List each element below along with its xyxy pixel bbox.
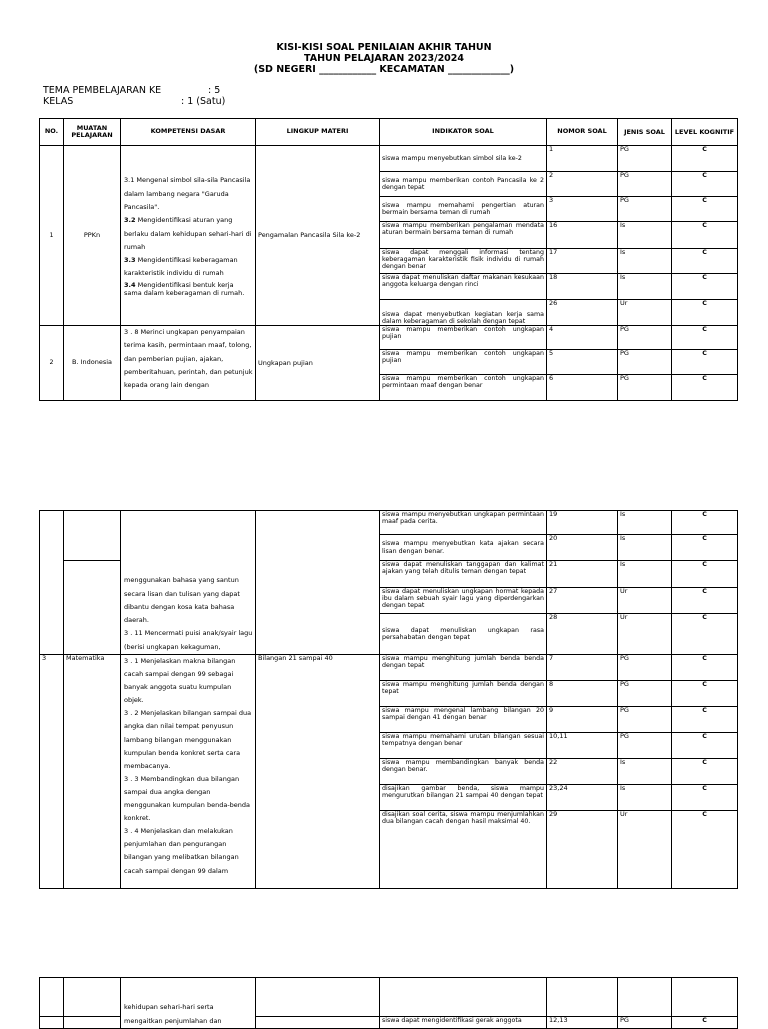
row-indikator: siswa mampu memberikan contoh Pancasila ke 2 dengan tepat — [380, 172, 547, 197]
row-level: C — [672, 249, 738, 274]
row-lingkup: Pengamalan Pancasila Sila ke-2 — [256, 146, 380, 326]
row-indikator: siswa dapat menuliskan ungkapan rasa persahabatan dengan tepat — [380, 614, 547, 655]
row-jenis: PG — [618, 733, 672, 759]
kd-item: 3.3 Mengidentifikasi keberagaman karakteristik individu di rumah — [124, 256, 238, 278]
row-indikator: siswa mampu menyebutkan simbol sila ke-2 — [380, 146, 547, 172]
row-nomor: 8 — [547, 681, 618, 707]
row-muatan: B. Indonesia — [64, 326, 121, 401]
row-nomor: 1 — [547, 146, 618, 172]
row-kompetensi: 3 . 1 Menjelaskan makna bilangan cacah sampai dengan 99 sebagai banyak anggota suatu kumpulan objek. 3 . 2 Menjelaskan bilangan sampai dua angka dan nilai tempat penyusun lambang bilangan menggunakan kumpulan benda konkret serta cara membacanya. 3 . 3 Membandingkan dua bilangan sampai dua angka dengan menggunakan kumpulan benda-benda konkret. 3 . 4 Menjelaskan dan melakukan penjumlahan dan pengurangan bilangan yang melibatkan bilangan cacah sampai dengan 99 dalam — [121, 655, 256, 889]
row-level: C — [672, 350, 738, 375]
row-jenis — [618, 978, 672, 1017]
row-lingkup — [256, 978, 380, 1017]
row-muatan: PPKn — [64, 146, 121, 326]
row-level: C — [672, 1017, 738, 1029]
row-nomor: 28 — [547, 614, 618, 655]
row-nomor: 17 — [547, 249, 618, 274]
table-header-row — [40, 119, 738, 146]
row-indikator: siswa mampu memberikan contoh ungkapan permintaan maaf dengan benar — [380, 375, 547, 401]
row-jenis: Ur — [618, 614, 672, 655]
row-level: C — [672, 511, 738, 535]
row-jenis: Is — [618, 511, 672, 535]
row-muatan — [64, 561, 121, 655]
row-indikator: siswa dapat menuliskan tanggapan dan kalimat ajakan yang telah ditulis teman dengan tepat — [380, 561, 547, 588]
col-muatan: MUATAN PELAJARAN — [64, 119, 121, 146]
row-nomor: 29 — [547, 811, 618, 889]
row-level: C — [672, 561, 738, 588]
row-muatan — [64, 511, 121, 561]
row-indikator: siswa mampu menghitung jumlah benda benda dengan tepat — [380, 655, 547, 681]
row-no: 2 — [40, 326, 64, 401]
row-jenis: PG — [618, 197, 672, 222]
row-level: C — [672, 707, 738, 733]
row-nomor: 10,11 — [547, 733, 618, 759]
kd-item: 3.1 Mengenal simbol sila-sila Pancasila dalam lambang negara "Garuda Pancasila". — [124, 176, 251, 211]
row-indikator: siswa dapat menuliskan daftar makanan kesukaan anggota keluarga dengan rinci — [380, 274, 547, 300]
meta-kelas-label: KELAS — [43, 96, 74, 107]
row-level: C — [672, 197, 738, 222]
col-level: LEVEL KOGNITIF — [672, 119, 738, 146]
row-jenis: PG — [618, 172, 672, 197]
row-jenis: Ur — [618, 300, 672, 326]
row-indikator: siswa mampu menyebutkan ungkapan permintaan maaf pada cerita. — [380, 511, 547, 535]
row-nomor: 20 — [547, 535, 618, 561]
col-jenis: JENIS SOAL — [618, 119, 672, 146]
row-kompetensi: 3 . 8 Merinci ungkapan penyampaian terima kasih, permintaan maaf, tolong, dan pemberian pujian, ajakan, pemberitahuan, perintah, dan petunjuk kepada orang lain dengan — [121, 326, 256, 401]
kisi-kisi-table-3 — [39, 977, 738, 1029]
row-jenis: Is — [618, 785, 672, 811]
row-indikator: siswa mampu memberikan pengalaman mendata aturan bermain bersama teman di rumah — [380, 222, 547, 249]
row-level: C — [672, 733, 738, 759]
row-muatan — [64, 978, 121, 1017]
row-indikator: siswa dapat menyebutkan kegiatan kerja sama dalam keberagaman di sekolah dengan tepat — [380, 300, 547, 326]
row-nomor: 6 — [547, 375, 618, 401]
row-jenis: PG — [618, 681, 672, 707]
row-level: C — [672, 535, 738, 561]
row-no — [40, 978, 64, 1017]
row-level: C — [672, 274, 738, 300]
row-nomor — [547, 978, 618, 1017]
row-jenis: Is — [618, 222, 672, 249]
row-level: C — [672, 146, 738, 172]
row-level — [672, 978, 738, 1017]
table-row — [40, 146, 738, 172]
row-no: 1 — [40, 146, 64, 326]
row-nomor: 12,13 — [547, 1017, 618, 1029]
row-level: C — [672, 681, 738, 707]
row-nomor: 9 — [547, 707, 618, 733]
row-no: 3 — [40, 655, 64, 889]
row-muatan: Matematika — [64, 655, 121, 889]
row-indikator: siswa mampu menyebutkan kata ajakan secara lisan dengan benar. — [380, 535, 547, 561]
row-indikator: siswa dapat menggali informasi tentang keberagaman karakteristik fisik individu di rumah dengan benar — [380, 249, 547, 274]
table-row — [40, 326, 738, 350]
row-nomor: 4 — [547, 326, 618, 350]
col-nomor: NOMOR SOAL — [547, 119, 618, 146]
row-nomor: 22 — [547, 759, 618, 785]
row-nomor: 26 — [547, 300, 618, 326]
row-level: C — [672, 614, 738, 655]
row-muatan — [64, 1017, 121, 1029]
row-level: C — [672, 300, 738, 326]
row-lingkup — [256, 511, 380, 655]
row-indikator: siswa mampu memberikan contoh ungkapan pujian — [380, 350, 547, 375]
row-nomor: 7 — [547, 655, 618, 681]
table-row — [40, 978, 738, 1017]
row-nomor: 3 — [547, 197, 618, 222]
row-indikator: siswa mampu membandingkan banyak benda dengan benar. — [380, 759, 547, 785]
row-nomor: 21 — [547, 561, 618, 588]
row-level: C — [672, 172, 738, 197]
row-jenis: PG — [618, 375, 672, 401]
meta-tema-label: TEMA PEMBELAJARAN KE — [43, 85, 162, 96]
row-jenis: Ur — [618, 588, 672, 614]
row-indikator: disajikan gambar benda, siswa mampu mengurutkan bilangan 21 sampai 40 dengan tepat — [380, 785, 547, 811]
row-level: C — [672, 759, 738, 785]
kisi-kisi-table-2 — [39, 510, 738, 889]
meta-tema-value: : 5 — [208, 85, 221, 96]
row-indikator: siswa mampu mengenal lambang bilangan 20 sampai dengan 41 dengan benar — [380, 707, 547, 733]
kisi-kisi-table-1 — [39, 118, 738, 401]
row-indikator: siswa mampu menghitung jumlah benda dengan tepat — [380, 681, 547, 707]
row-jenis: Ur — [618, 811, 672, 889]
row-level: C — [672, 811, 738, 889]
row-indikator: disajikan soal cerita, siswa mampu menjumlahkan dua bilangan cacah dengan hasil maksimal 40. — [380, 811, 547, 889]
row-level: C — [672, 785, 738, 811]
table-row — [40, 655, 738, 681]
row-nomor: 16 — [547, 222, 618, 249]
row-level: C — [672, 375, 738, 401]
row-kompetensi — [121, 146, 256, 326]
doc-title: KISI-KISI SOAL PENILAIAN AKHIR TAHUN — [276, 42, 492, 53]
row-jenis: PG — [618, 350, 672, 375]
kd-item: 3.4 Mengidentifikasi bentuk kerja sama dalam keberagaman di rumah. — [124, 280, 245, 297]
doc-subtitle-school: (SD NEGERI ____________ KECAMATAN _____________) — [253, 64, 515, 75]
row-jenis: PG — [618, 1017, 672, 1029]
row-jenis: Is — [618, 759, 672, 785]
kd-item: 3.2 Mengidentifikasi aturan yang berlaku dalam kehidupan sehari-hari di rumah — [124, 216, 252, 251]
row-jenis: Is — [618, 561, 672, 588]
row-level: C — [672, 588, 738, 614]
doc-subtitle-year: TAHUN PELAJARAN 2023/2024 — [303, 53, 465, 64]
row-jenis: Is — [618, 274, 672, 300]
row-jenis: PG — [618, 326, 672, 350]
meta-tema — [43, 85, 221, 96]
row-nomor: 19 — [547, 511, 618, 535]
row-level: C — [672, 222, 738, 249]
row-indikator: siswa dapat mengidentifikasi gerak anggota — [380, 1017, 547, 1029]
row-lingkup: Bilangan 21 sampai 40 — [256, 655, 380, 889]
col-lingkup: LINGKUP MATERI — [256, 119, 380, 146]
row-jenis: Is — [618, 535, 672, 561]
row-nomor: 18 — [547, 274, 618, 300]
row-no — [40, 511, 64, 655]
col-indikator: INDIKATOR SOAL — [380, 119, 547, 146]
row-indikator: siswa mampu memahami pengertian aturan bermain bersama teman di rumah — [380, 197, 547, 222]
row-jenis: PG — [618, 146, 672, 172]
row-kompetensi: kehidupan sehari-hari serta mengaitkan penjumlahan dan — [121, 978, 256, 1029]
row-level: C — [672, 326, 738, 350]
row-jenis: Is — [618, 249, 672, 274]
row-indikator: siswa mampu memahami urutan bilangan sesuai tempatnya dengan benar — [380, 733, 547, 759]
row-lingkup — [256, 1017, 380, 1029]
row-jenis: PG — [618, 655, 672, 681]
row-nomor: 27 — [547, 588, 618, 614]
col-no: NO. — [40, 119, 64, 146]
row-lingkup: Ungkapan pujian — [256, 326, 380, 401]
meta-kelas-value: : 1 (Satu) — [181, 96, 226, 107]
col-kompetensi: KOMPETENSI DASAR — [121, 119, 256, 146]
row-level: C — [672, 655, 738, 681]
table-row — [40, 511, 738, 535]
row-jenis: PG — [618, 707, 672, 733]
row-indikator: siswa dapat menuliskan ungkapan hormat kepada ibu dalam sebuah syair lagu yang diperdengarkan dengan tepat — [380, 588, 547, 614]
row-no — [40, 1017, 64, 1029]
row-nomor: 2 — [547, 172, 618, 197]
row-indikator: siswa mampu memberikan contoh ungkapan pujian — [380, 326, 547, 350]
row-nomor: 23,24 — [547, 785, 618, 811]
row-indikator — [380, 978, 547, 1017]
row-kompetensi: menggunakan bahasa yang santun secara lisan dan tulisan yang dapat dibantu dengan kosa kata bahasa daerah. 3 . 11 Mencermati puisi anak/syair lagu (berisi ungkapan kekaguman, — [121, 511, 256, 655]
meta-kelas — [43, 96, 226, 107]
row-nomor: 5 — [547, 350, 618, 375]
